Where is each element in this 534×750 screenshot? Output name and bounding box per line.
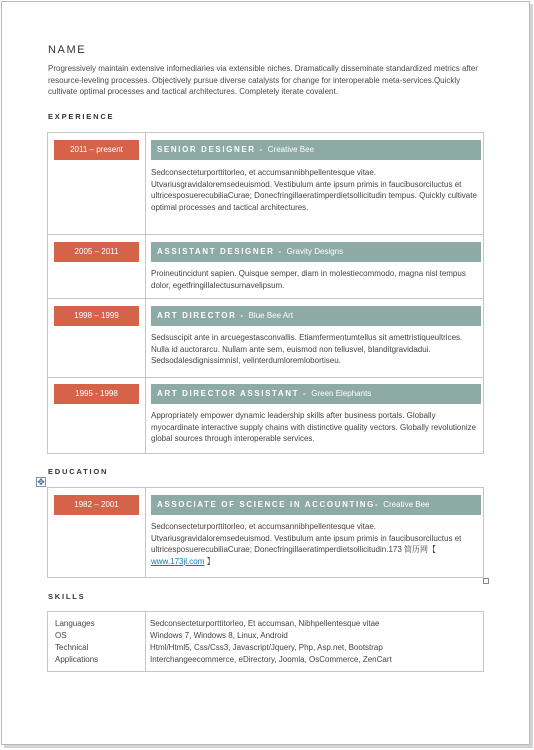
page-shadow [530,4,533,748]
job-title-bar [151,306,481,326]
experience-heading: EXPERIENCE [48,112,115,121]
skill-category: OS [55,631,67,640]
experience-table[interactable] [47,132,484,454]
job-title-bar [151,242,481,262]
bracket-close: 】 [204,556,215,566]
experience-entry[interactable] [48,298,483,378]
skill-category: Languages [55,619,95,628]
job-title-bar [151,384,481,404]
experience-entry[interactable] [48,133,483,234]
education-table[interactable] [47,487,484,578]
job-company: Gravity Designs [286,247,344,256]
column-divider [145,612,146,671]
skill-values[interactable] [150,618,480,666]
resume-summary[interactable]: Progressively maintain extensive infomediaries via extensible niches. Dramatically disseminate standardized metrics after resource-leveling processes. Objectively pursue diverse catalysts for change for interoperable meta-services.Quickly cultivate optimal processes and tactical architectures. Completely iterate covalent. [48,64,478,96]
skill-category: Applications [55,655,99,664]
education-description[interactable] [151,521,481,567]
degree-title-bar [151,495,481,515]
date-badge: 1995 - 1998 [54,384,139,404]
education-heading: EDUCATION [48,467,109,476]
skill-value[interactable]: Interchangeecommerce, eDirectory, Joomla, OsCommerce, ZenCart [150,655,392,664]
skill-category: Technical [55,643,89,652]
degree-name: ASSOCIATE OF SCIENCE IN ACCOUNTING- [157,500,380,509]
job-company: Creative Bee [267,145,315,154]
resume-name[interactable]: NAME [48,44,87,56]
job-role: ART DIRECTOR ASSISTANT - [157,389,308,398]
experience-entry[interactable] [48,377,483,456]
job-role: SENIOR DESIGNER - [157,145,264,154]
skill-value[interactable]: Sedconsecteturporttitorleo, Et accumsan, Nibhpellentesque vitae [150,619,380,628]
job-company: Green Elephants [311,389,372,398]
skills-heading: SKILLS [48,592,86,601]
job-role: ASSISTANT DESIGNER - [157,247,283,256]
website-link[interactable]: www.173jl.com [151,556,205,566]
job-company: Blue Bee Art [248,311,294,320]
skill-categories [55,618,143,666]
school-name: Creative Bee [383,500,430,509]
date-badge: 1982 – 2001 [54,495,139,515]
skill-value[interactable]: Html/Html5, Css/Css3, Javascript/Jquery, Php, Asp.net, Bootstrap [150,643,383,652]
education-text: Sedconsecteturporttitorleo, et accumsannibhpellentesque vitae. Utvariusgravidaloremsedeuismod. Vestibulum ante ipsum primis in faucibusorciluctus et ultricesposuerecubiliaCurae; Donecfringillaeratimperdietsollicitudin.173 简历网【 [151,522,462,554]
job-description[interactable]: Sedsuscipit ante in arcuegestasconvallis. Etiamfermentumtellus sit amettristiqueultrices. Nulla id auctorarcu. Nullam ante sem, euismod non tellusvel, blanditgravidadui. Sedsodalesdignissimnisl, velinterdumloremlobortiseu. [151,333,463,365]
table-resize-handle[interactable] [483,578,489,584]
job-role: ART DIRECTOR - [157,311,245,320]
skills-table[interactable] [47,611,484,672]
four-way-arrow-icon[interactable]: ✥ [37,477,45,487]
date-badge: 1998 – 1999 [54,306,139,326]
job-description[interactable]: Sedconsecteturporttitorleo, et accumsannibhpellentesque vitae. Utvariusgravidaloremsedeuismod. Vestibulum ante ipsum primis in faucibusorciluctus et ultricesposuerecubiliaCurae; Donecfringillaeratimperdietsollicitudin tempus. Quickly cultivate optimal processes and tactical architectures. [151,168,477,212]
education-entry[interactable] [48,488,483,579]
job-description[interactable]: Appropriately empower dynamic leadership skills after business portals. Globally myocardinate interactive supply chains with distinctive quality vectors. Globally revolutionize global sources through interoperable services. [151,411,477,443]
job-description[interactable]: Proineutincidunt sapien. Quisque semper, diam in molestiecommodo, magna nisl tempus dolor, egetfringillalectusurnavelipsum. [151,269,466,290]
skill-value[interactable]: Windows 7, Windows 8, Linux, Android [150,631,288,640]
page-shadow [4,745,533,748]
job-title-bar [151,140,481,160]
date-badge: 2011 – present [54,140,139,160]
date-badge: 2005 – 2011 [54,242,139,262]
experience-entry[interactable] [48,234,483,299]
